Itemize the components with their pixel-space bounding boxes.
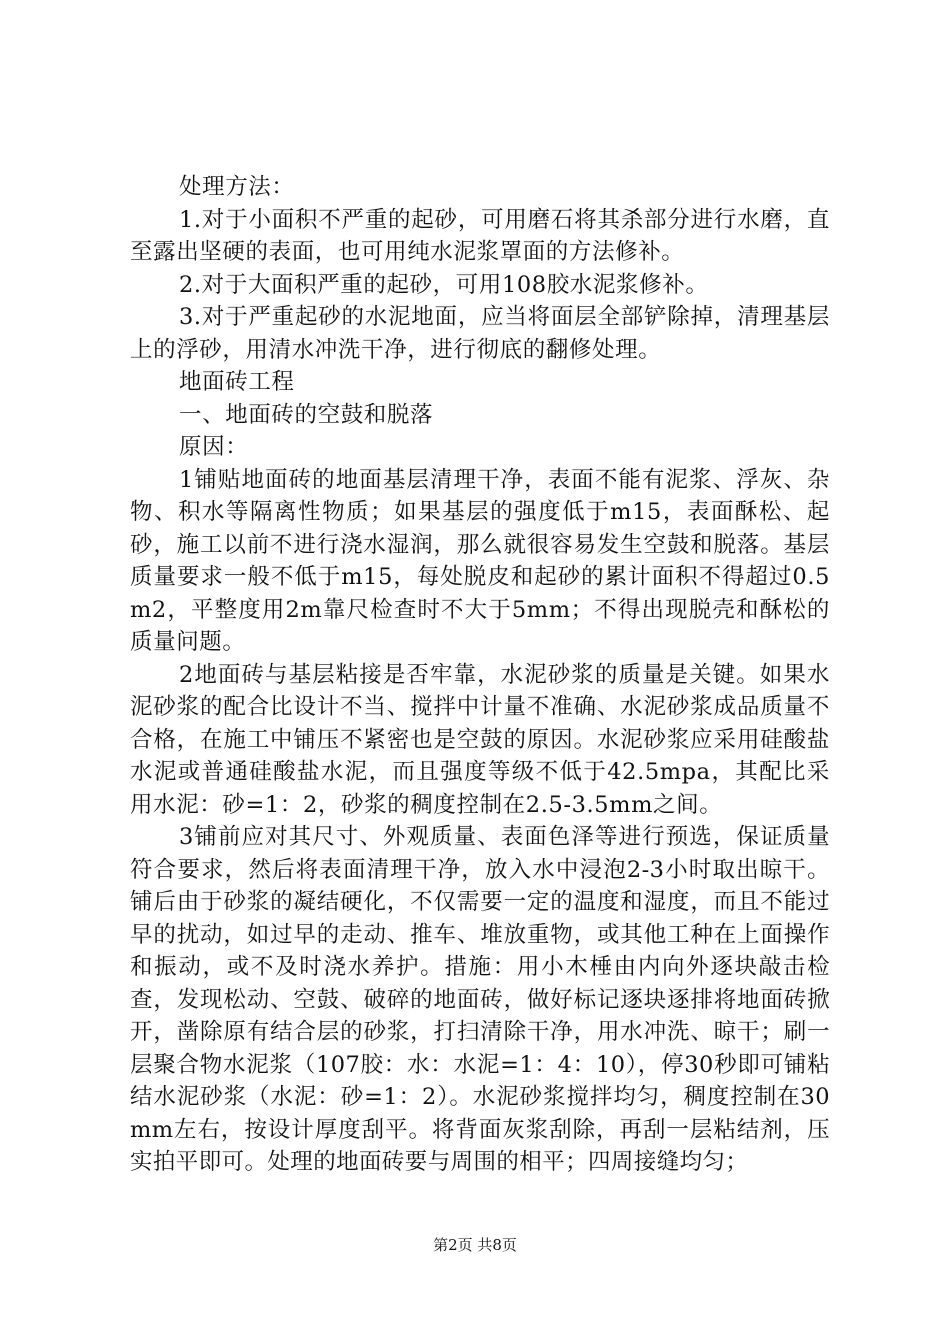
paragraph-treatment-2: 2.对于大面积严重的起砂，可用108胶水泥浆修补。: [179, 271, 709, 298]
paragraph-cause-3: 3铺前应对其尺寸、外观质量、表面色泽等进行预选，保证质量符合要求，然后将表面清理干净，放入水中浸泡2-3小时取出晾干。铺后由于砂浆的凝结硬化，不仅需要一定的温度和湿度，而且不能过早的扰动，如过早的走动、推车、堆放重物，或其他工种在上面操作和振动，或不及时浇水养护。措施：用小木棰由内向外逐块敲击检查，发现松动、空鼓、破碎的地面砖，做好标记逐块逐排将地面砖掀开，凿除原有结合层的砂浆，打扫清除干净，用水冲洗、晾干；刷一层聚合物水泥浆（107胶：水：水泥=1：4：10），停30秒即可铺粘结水泥砂浆（水泥：砂=1：2）。水泥砂浆搅拌均匀，稠度控制在30mm左右，按设计厚度刮平。将背面灰浆刮除，再刮一层粘结剂，压实拍平即可。处理的地面砖要与周围的相平；四周接缝均匀；: [130, 824, 830, 1175]
section-title-floor-tile: 地面砖工程: [179, 369, 295, 395]
subsection-title-hollowing: 一、地面砖的空鼓和脱落: [179, 401, 434, 428]
heading-treatment-method: 处理方法：: [179, 174, 295, 200]
paragraph-cause-2: 2地面砖与基层粘接是否牢靠，水泥砂浆的质量是关键。如果水泥砂浆的配合比设计不当、搅拌中计量不准确、水泥砂浆成品质量不合格，在施工中铺压不紧密也是空鼓的原因。水泥砂浆应采用硅酸盐水泥或普通硅酸盐水泥，而且强度等级不低于42.5mpa，其配比采用水泥：砂=1：2，砂浆的稠度控制在2.5-3.5mm之间。: [130, 661, 830, 818]
document-body: [130, 171, 830, 1179]
paragraph-treatment-3: 3.对于严重起砂的水泥地面，应当将面层全部铲除掉，清理基层上的浮砂，用清水冲洗干净，进行彻底的翻修处理。: [130, 304, 830, 363]
paragraph-cause-1: 1铺贴地面砖的地面基层清理干净，表面不能有泥浆、浮灰、杂物、积水等隔离性物质；如果基层的强度低于m15，表面酥松、起砂，施工以前不进行浇水湿润，那么就很容易发生空鼓和脱落。基层质量要求一般不低于m15，每处脱皮和起砂的累计面积不得超过0.5m2，平整度用2m靠尺检查时不大于5mm；不得出现脱壳和酥松的质量问题。: [130, 466, 830, 655]
paragraph-treatment-1: 1.对于小面积不严重的起砂，可用磨石将其杀部分进行水磨，直至露出坚硬的表面，也可用纯水泥浆罩面的方法修补。: [130, 206, 830, 265]
heading-causes: 原因：: [179, 434, 249, 460]
page-number-footer: 第2页 共8页: [433, 1236, 517, 1254]
